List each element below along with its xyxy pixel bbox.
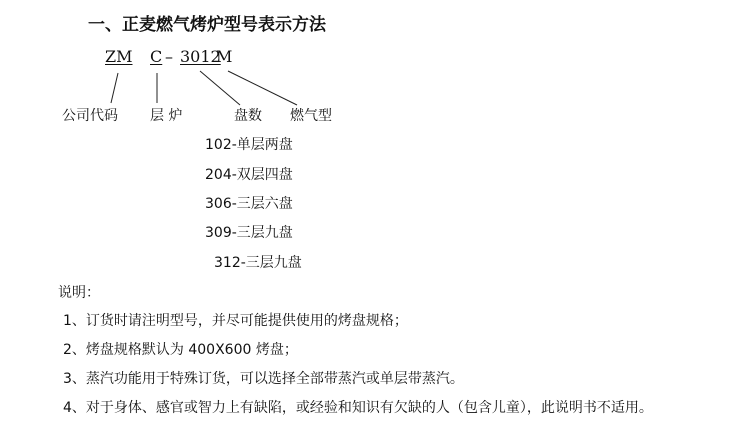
note-item: 2、烤盘规格默认为 400X600 烤盘； <box>63 342 298 358</box>
model-prefix-code: ZM <box>105 47 133 66</box>
model-item: 309-三层九盘 <box>205 225 293 241</box>
label-gas-type: 燃气型 <box>290 108 332 124</box>
model-item: 312-三层九盘 <box>214 255 302 271</box>
note-item: 1、订货时请注明型号，并尽可能提供使用的烤盘规格； <box>63 313 408 329</box>
label-company-code: 公司代码 <box>62 108 118 124</box>
model-item: 102-单层两盘 <box>205 137 293 153</box>
model-type-code: C <box>150 47 163 66</box>
model-suffix-code: M <box>216 47 233 66</box>
section-heading: 一、正麦燃气烤炉型号表示方法 <box>88 15 326 35</box>
connector-tray-count <box>200 71 240 105</box>
model-item: 306-三层六盘 <box>205 196 293 212</box>
label-tray-count: 盘数 <box>234 108 262 124</box>
model-dash: – <box>165 47 173 66</box>
model-item: 204-双层四盘 <box>205 167 293 183</box>
connector-gas-type <box>228 71 297 105</box>
note-item: 3、蒸汽功能用于特殊订货，可以选择全部带蒸汽或单层带蒸汽。 <box>63 371 464 387</box>
note-item: 4、对于身体、感官或智力上有缺陷，或经验和知识有欠缺的人（包含儿童），此说明书不适用。 <box>63 400 653 416</box>
label-layer-oven: 层 炉 <box>150 108 183 124</box>
notes-title: 说明： <box>58 285 100 301</box>
model-number-code: 3012 <box>180 47 221 66</box>
connector-company-code <box>111 73 118 103</box>
